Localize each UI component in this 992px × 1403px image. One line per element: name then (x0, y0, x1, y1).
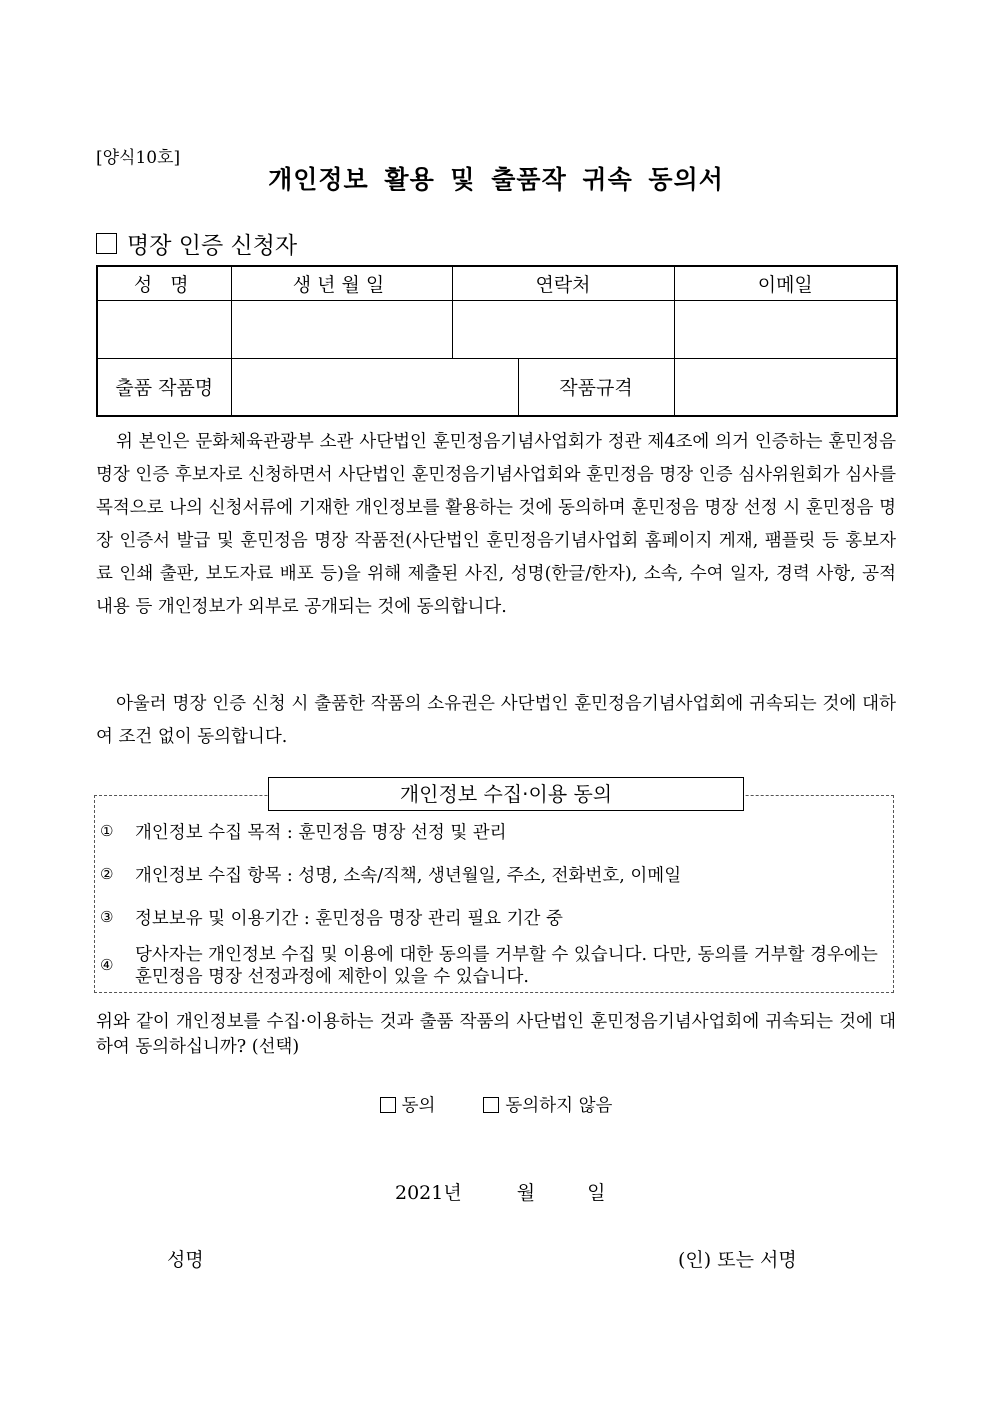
section-heading-label: 명장 인증 신청자 (127, 233, 298, 259)
consent-item-text: 개인정보 수집 항목 : 성명, 소속/직책, 생년월일, 주소, 전화번호, 이메일 (135, 866, 682, 886)
birthdate-field[interactable] (231, 300, 452, 358)
consent-choices (0, 1092, 992, 1117)
consent-item (100, 865, 890, 887)
disagree-checkbox[interactable] (483, 1097, 499, 1113)
consent-paragraph-1-wrap (96, 426, 896, 624)
consent-item-number: ③ (100, 908, 114, 926)
applicant-value-row (97, 300, 897, 358)
applicant-table (96, 265, 898, 417)
consent-paragraph-1: 위 본인은 문화체육관광부 소관 사단법인 훈민정음기념사업회가 정관 제4조에 의거 인증하는 훈민정음 명장 인증 후보자로 신청하면서 사단법인 훈민정음기념사업회와 훈민정음 명장 인증 심사위원회가 심사를 목적으로 나의 신청서류에 기재한 개인정보를 활용하는 것에 동의하며 훈민정음 명장 선정 시 훈민정음 명장 인증서 발급 및 훈민정음 명장 작품전(사단법인 훈민정음기념사업회 홈페이지 게재, 팸플릿 등 홍보자료 인쇄 출판, 보도자료 배포 등)을 위해 제출된 사진, 성명(한글/한자), 소속, 수여 일자, 경력 사항, 공적 내용 등 개인정보가 외부로 공개되는 것에 동의합니다. (96, 432, 896, 617)
consent-item (100, 822, 890, 844)
privacy-consent-title: 개인정보 수집·이용 동의 (268, 777, 744, 811)
date-line (395, 1178, 605, 1205)
consent-item-number: ② (100, 865, 114, 883)
date-month: 월 (516, 1182, 536, 1204)
consent-item-number: ① (100, 822, 114, 840)
agree-checkbox[interactable] (380, 1097, 396, 1113)
work-row (97, 358, 897, 416)
consent-item-number: ④ (100, 956, 114, 974)
email-field[interactable] (674, 300, 897, 358)
consent-item (100, 908, 890, 930)
disagree-option[interactable] (483, 1092, 612, 1117)
work-title-field[interactable] (231, 358, 518, 416)
agree-option[interactable] (380, 1092, 436, 1117)
form-code: [양식10호] (96, 148, 181, 168)
header-email: 이메일 (674, 266, 897, 300)
consent-question: 위와 같이 개인정보를 수집·이용하는 것과 출품 작품의 사단법인 훈민정음기념사업회에 귀속되는 것에 대하여 동의하십니까? (선택) (96, 1012, 896, 1057)
section-heading (96, 227, 297, 260)
contact-field[interactable] (452, 300, 674, 358)
header-birthdate: 생년월일 (231, 266, 452, 300)
signature-name-label: 성명 (167, 1249, 204, 1271)
consent-item-text: 정보보유 및 이용기간 : 훈민정음 명장 관리 필요 기간 중 (135, 909, 563, 929)
date-day: 일 (587, 1182, 606, 1204)
work-spec-label: 작품규격 (518, 358, 674, 416)
agree-label: 동의 (401, 1096, 436, 1116)
name-field[interactable] (97, 300, 231, 358)
header-contact: 연락처 (452, 266, 674, 300)
applicant-header-row (97, 266, 897, 300)
signature-seal-label: (인) 또는 서명 (678, 1249, 797, 1271)
consent-paragraph-2-wrap (96, 688, 896, 754)
consent-item-text: 당사자는 개인정보 수집 및 이용에 대한 동의를 거부할 수 있습니다. 다만, 동의를 거부할 경우에는 훈민정음 명장 선정과정에 제한이 있을 수 있습니다. (135, 945, 878, 987)
work-title-label: 출품 작품명 (97, 358, 231, 416)
section-checkbox[interactable] (96, 233, 117, 254)
consent-item (100, 944, 890, 988)
consent-item-text: 개인정보 수집 목적 : 훈민정음 명장 선정 및 관리 (135, 823, 507, 843)
document-title: 개인정보 활용 및 출품작 귀속 동의서 (268, 165, 724, 194)
consent-paragraph-2: 아울러 명장 인증 신청 시 출품한 작품의 소유권은 사단법인 훈민정음기념사업회에 귀속되는 것에 대하여 조건 없이 동의합니다. (96, 694, 896, 747)
work-spec-field[interactable] (674, 358, 897, 416)
header-name: 성 명 (97, 266, 231, 300)
date-year: 2021년 (395, 1182, 462, 1204)
disagree-label: 동의하지 않음 (505, 1096, 613, 1116)
